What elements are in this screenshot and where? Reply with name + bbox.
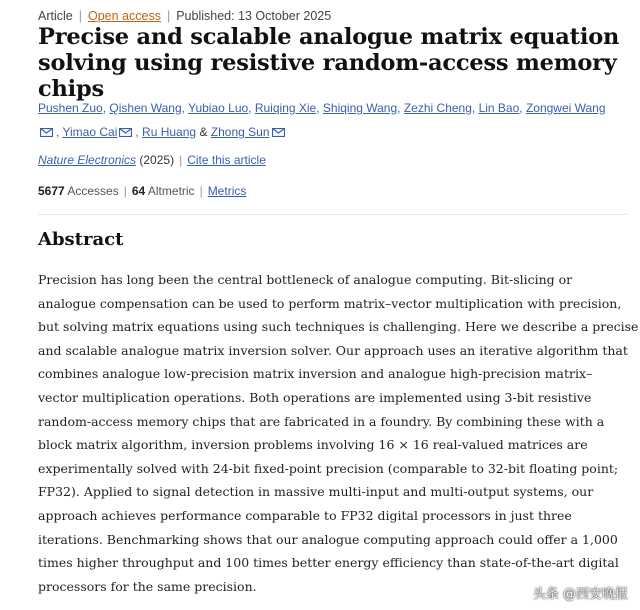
abstract-line: analogue compensation can be used to perform matrix–vector multiplication with precision,: [38, 295, 622, 311]
separator: |: [123, 184, 127, 198]
abstract-line: but solving matrix equations using such techniques is challenging. Here we describe a precise: [38, 319, 639, 335]
abstract-line: combines analogue low-precision matrix inversion and analogue high-precision matrix–: [38, 366, 593, 382]
journal-name-link[interactable]: Nature Electronics: [38, 153, 137, 167]
open-access-link[interactable]: Open access: [87, 9, 161, 23]
abstract-line: approach achieves performance comparable to FP32 digital processors in just three: [38, 507, 572, 523]
abstract-line: processors for the same precision.: [38, 578, 257, 594]
separator: |: [199, 184, 203, 198]
article-title: Precise and scalable analogue matrix equation solving using resistive random-access memory chips: [38, 24, 620, 102]
watermark: 头条 @西安晚报: [532, 587, 628, 602]
mail-icon[interactable]: [272, 121, 285, 130]
author-link[interactable]: Zezhi Cheng: [403, 101, 472, 115]
abstract-line: FP32). Applied to signal detection in massive multi-input and multi-output systems, our: [38, 484, 594, 500]
abstract-line: block matrix algorithm, inversion problems involving 16 × 16 real-valued matrices are: [38, 437, 588, 453]
altmetric-label: Altmetric: [147, 184, 195, 198]
author-link[interactable]: Pushen Zuo: [38, 101, 103, 115]
metrics-link[interactable]: Metrics: [207, 184, 247, 198]
author-link[interactable]: Yubiao Luo: [188, 101, 249, 115]
published-date: Published: 13 October 2025: [176, 9, 332, 23]
metrics-row: [38, 184, 246, 198]
author-link[interactable]: Zhong Sun: [210, 125, 270, 139]
mail-icon[interactable]: [119, 121, 132, 130]
author-link[interactable]: Ruiqing Xie: [254, 101, 317, 115]
journal-row: [38, 153, 266, 167]
abstract-body: [38, 268, 639, 598]
abstract-line: and scalable analogue matrix inversion solver. Our approach uses an iterative algorithm that: [38, 342, 628, 358]
abstract-line: Precision has long been the central bottleneck of analogue computing. Bit-slicing or: [38, 272, 573, 287]
article-type: Article: [38, 9, 73, 23]
journal-year: (2025): [139, 153, 175, 167]
author-link[interactable]: Yimao Cai: [62, 125, 118, 139]
accesses-label: Accesses: [67, 184, 119, 198]
separator: |: [166, 9, 171, 23]
abstract-line: experimentally solved with 24-bit fixed-point precision (comparable to 32-bit floating point;: [38, 460, 619, 476]
author-link[interactable]: Shiqing Wang: [322, 101, 398, 115]
altmetric-score: 64: [131, 184, 146, 198]
separator: |: [78, 9, 82, 23]
author-joiner: &: [199, 125, 208, 139]
abstract-line: iterations. Benchmarking shows that our analogue computing approach could offer a 1,000: [38, 531, 618, 547]
author-link[interactable]: Qishen Wang: [109, 101, 182, 115]
author-link[interactable]: Lin Bao: [478, 101, 520, 115]
abstract-line: vector multiplication operations. Both operations are implemented using 3-bit resistive: [38, 389, 592, 405]
article-meta-row: [38, 9, 331, 23]
author-link[interactable]: Ru Huang: [142, 125, 197, 139]
author-link[interactable]: Zongwei Wang: [525, 101, 606, 115]
author-list: Pushen Zuo, Qishen Wang, Yubiao Luo, Ruiqing Xie, Shiqing Wang, Zezhi Cheng, Lin Bao, Zongwei Wang , Yimao Cai , Ru Huang & Zhong Sun: [38, 101, 606, 139]
abstract-line: random-access memory chips that are fabricated in a foundry. By combining these with a: [38, 413, 605, 429]
section-divider: [38, 214, 628, 215]
accesses-count: 5677: [38, 184, 65, 198]
abstract-line: times higher throughput and 100 times better energy efficiency than state-of-the-art digital: [38, 555, 619, 571]
separator: |: [179, 153, 183, 167]
mail-icon[interactable]: [40, 121, 53, 130]
cite-article-link[interactable]: Cite this article: [187, 153, 266, 167]
abstract-heading: Abstract: [38, 229, 124, 250]
